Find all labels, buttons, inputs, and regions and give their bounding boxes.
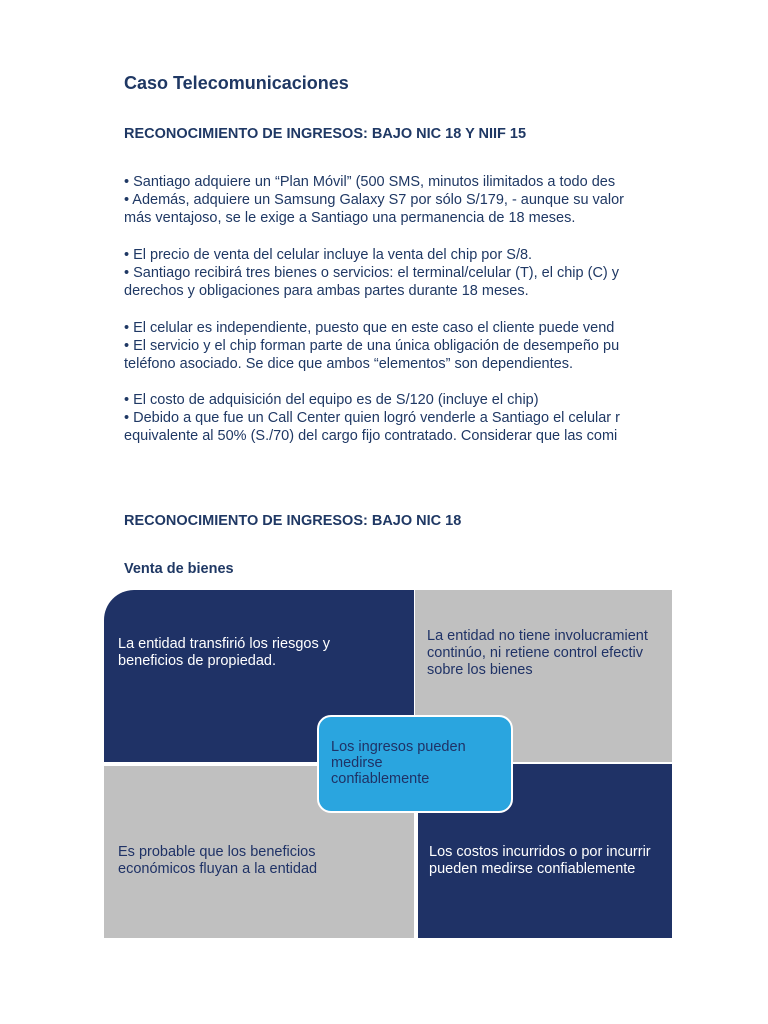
heading-venta-de-bienes: Venta de bienes: [124, 561, 234, 577]
venta-bienes-diagram: [104, 590, 672, 938]
document-title: Caso Telecomunicaciones: [124, 73, 349, 93]
quadrant-text-line: Los costos incurridos o por incurrir: [429, 844, 651, 860]
text-line: • Santiago recibirá tres bienes o servicios: el terminal/celular (T), el chip (C) y: [124, 265, 620, 281]
quadrant-text-line: sobre los bienes: [427, 662, 533, 678]
quadrant-text-line: económicos fluyan a la entidad: [118, 861, 318, 877]
text-line: • Debido a que fue un Call Center quien logró venderle a Santiago el celular r: [124, 410, 620, 426]
text-line: derechos y obligaciones para ambas partes durante 18 meses.: [124, 283, 529, 299]
heading-nic18: RECONOCIMIENTO DE INGRESOS: BAJO NIC 18: [124, 513, 462, 529]
quadrant-text-line: La entidad no tiene involucramient: [427, 628, 648, 644]
text-line: • Santiago adquiere un “Plan Móvil” (500 SMS, minutos ilimitados a todo des: [124, 174, 616, 190]
quadrant-text-line: pueden medirse confiablemente: [429, 861, 636, 877]
paragraph-precio-venta: [124, 246, 619, 300]
quadrant-text-line: Es probable que los beneficios: [118, 844, 316, 860]
quadrant-text-line: La entidad transfirió los riesgos y: [118, 636, 330, 652]
text-line: • El servicio y el chip forman parte de una única obligación de desempeño pu: [124, 338, 620, 354]
text-line: • Además, adquiere un Samsung Galaxy S7 por sólo S/179, - aunque su valor: [124, 192, 624, 208]
quadrant-text-line: continúo, ni retiene control efectiv: [427, 645, 644, 661]
center-text-line: medirse: [331, 755, 383, 771]
quadrant-text-line: beneficios de propiedad.: [118, 653, 277, 669]
text-line: teléfono asociado. Se dice que ambos “elementos” son dependientes.: [124, 356, 573, 372]
paragraph-plan-movil: [124, 173, 624, 227]
text-line: equivalente al 50% (S./70) del cargo fijo contratado. Considerar que las comi: [124, 428, 618, 444]
center-text-line: Los ingresos pueden: [331, 739, 466, 755]
center-box-ingresos: [317, 715, 513, 813]
center-text-line: confiablemente: [331, 771, 430, 787]
text-line: • El celular es independiente, puesto que en este caso el cliente puede vend: [124, 320, 615, 336]
heading-nic18-niif15: RECONOCIMIENTO DE INGRESOS: BAJO NIC 18 Y NIIF 15: [124, 126, 527, 142]
text-line: más ventajoso, se le exige a Santiago una permanencia de 18 meses.: [124, 210, 576, 226]
paragraph-costo-adquisicion: [124, 391, 620, 445]
text-line: • El precio de venta del celular incluye la venta del chip por S/8.: [124, 247, 533, 263]
text-line: • El costo de adquisición del equipo es de S/120 (incluye el chip): [124, 392, 539, 408]
paragraph-celular-independiente: [124, 319, 619, 373]
